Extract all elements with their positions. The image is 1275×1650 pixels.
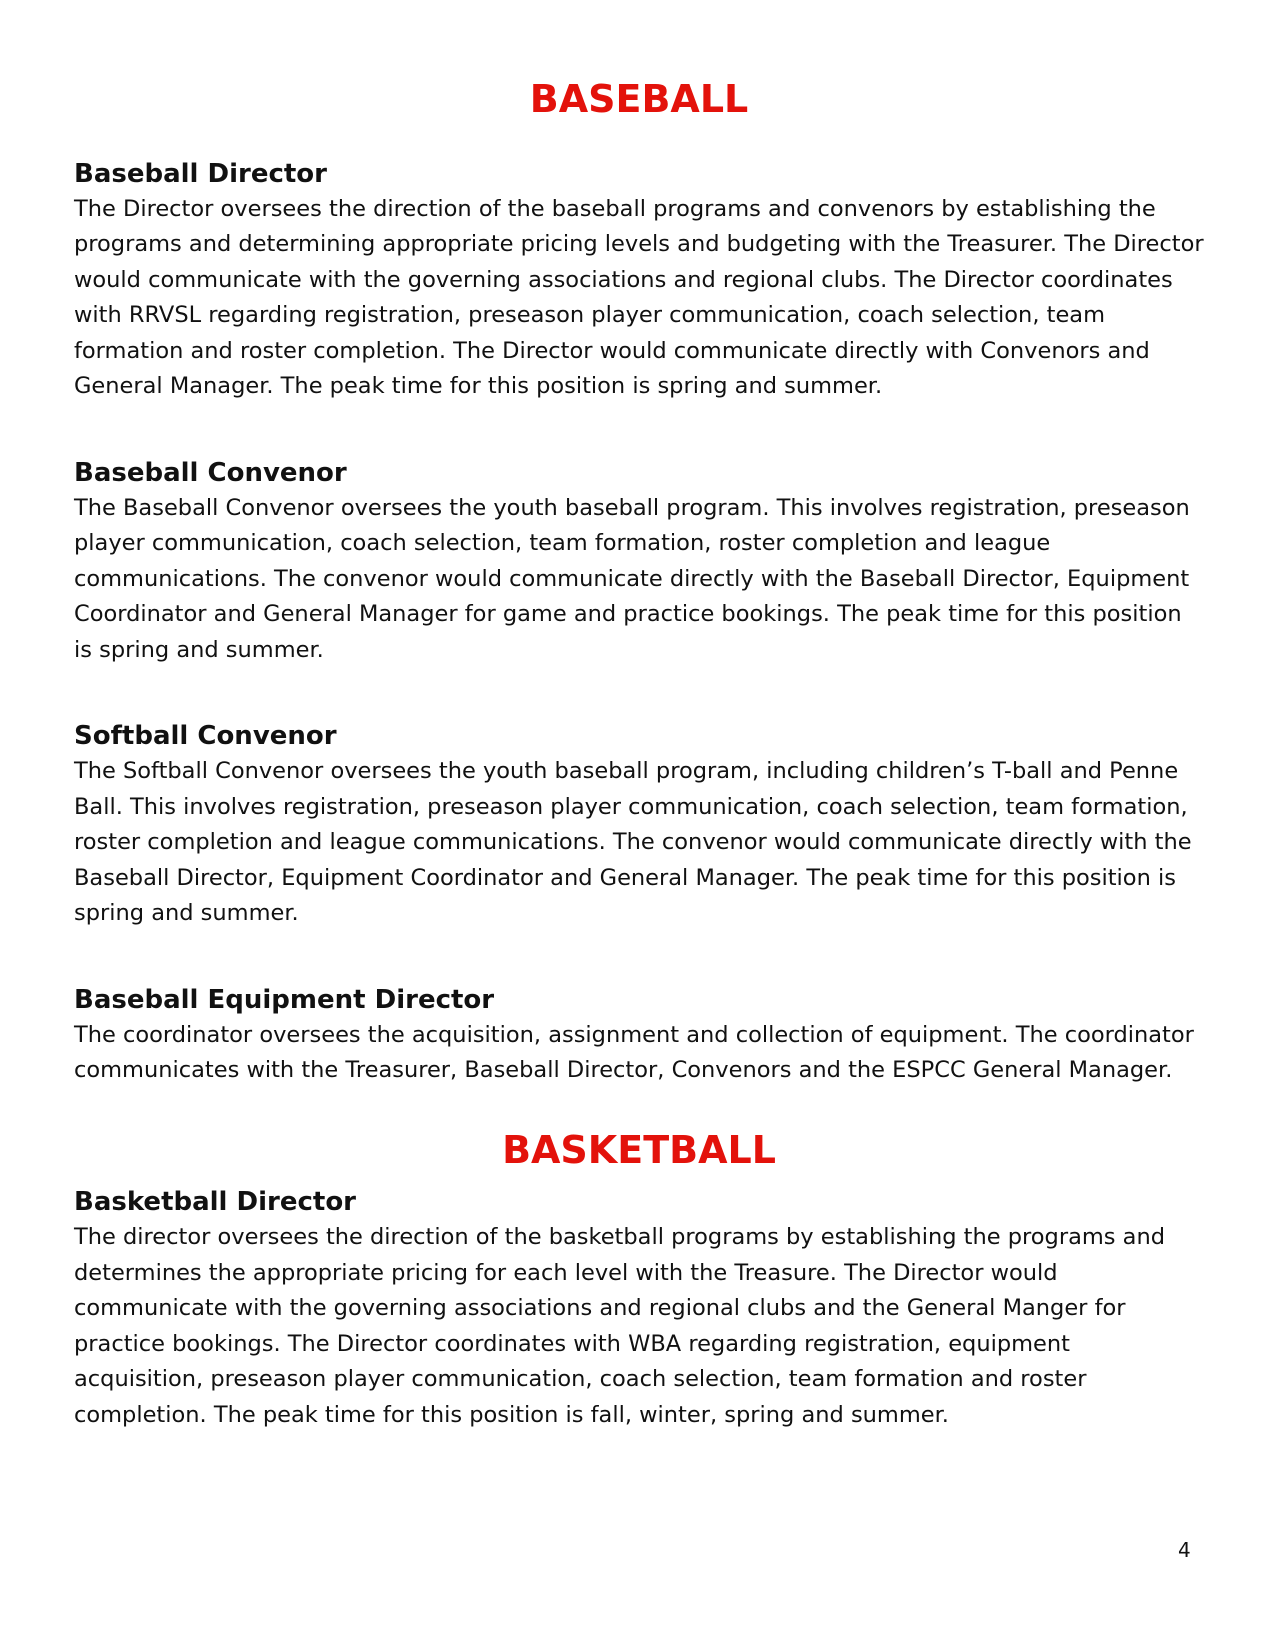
document-page — [74, 78, 1204, 1433]
role-baseball-equipment-director — [74, 982, 1204, 1089]
baseball-heading: BASEBALL — [529, 77, 749, 121]
page-number: 4 — [1178, 1538, 1191, 1562]
role-title: Baseball Convenor — [74, 457, 347, 488]
role-baseball-convenor — [74, 455, 1204, 669]
role-description: The Baseball Convenor oversees the youth baseball program. This involves registration, preseason player communication, coach selection, team formation, roster completion and league communications. The convenor would communicate directly with the Baseball Director, Equipment Coordinator and General Manager for game and practice bookings. The peak time for this position is spring and summer. — [74, 494, 1190, 663]
role-title: Softball Convenor — [74, 721, 337, 752]
role-description: The Softball Convenor oversees the youth baseball program, including children’s T-ball and Penne Ball. This involves registration, preseason player communication, coach selection, team formation, roster completion and league communications. The convenor would communicate directly with the Baseball Director, Equipment Coordinator and General Manager. The peak time for this position is spring and summer. — [74, 758, 1192, 927]
role-basketball-director — [74, 1184, 1204, 1433]
role-description: The director oversees the direction of the basketball programs by establishing the programs and determines the appropriate pricing for each level with the Treasure. The Director would communicate with the governing associations and regional clubs and the General Manger for practice bookings. The Director coordinates with WBA regarding registration, equipment acquisition, preseason player communication, coach selection, team formation and roster completion. The peak time for this position is fall, winter, spring and summer. — [74, 1224, 1165, 1428]
role-description: The Director oversees the direction of the baseball programs and convenors by establishing the programs and determining appropriate pricing levels and budgeting with the Treasurer. The Director would communicate with the governing associations and regional clubs. The Director coordinates with RRVSL regarding registration, preseason player communication, coach selection, team formation and roster completion. The Director would communicate directly with Convenors and General Manager. The peak time for this position is spring and summer. — [74, 195, 1204, 400]
role-description: The coordinator oversees the acquisition, assignment and collection of equipment. The coordinator communicates with the Treasurer, Baseball Director, Convenors and the ESPCC General Manager. — [74, 1021, 1194, 1084]
role-softball-convenor — [74, 718, 1204, 932]
role-title: Baseball Equipment Director — [74, 984, 495, 1015]
role-title: Baseball Director — [74, 158, 327, 189]
role-title: Basketball Director — [74, 1187, 357, 1218]
role-baseball-director — [74, 156, 1204, 405]
basketball-heading: BASKETBALL — [502, 1127, 776, 1172]
